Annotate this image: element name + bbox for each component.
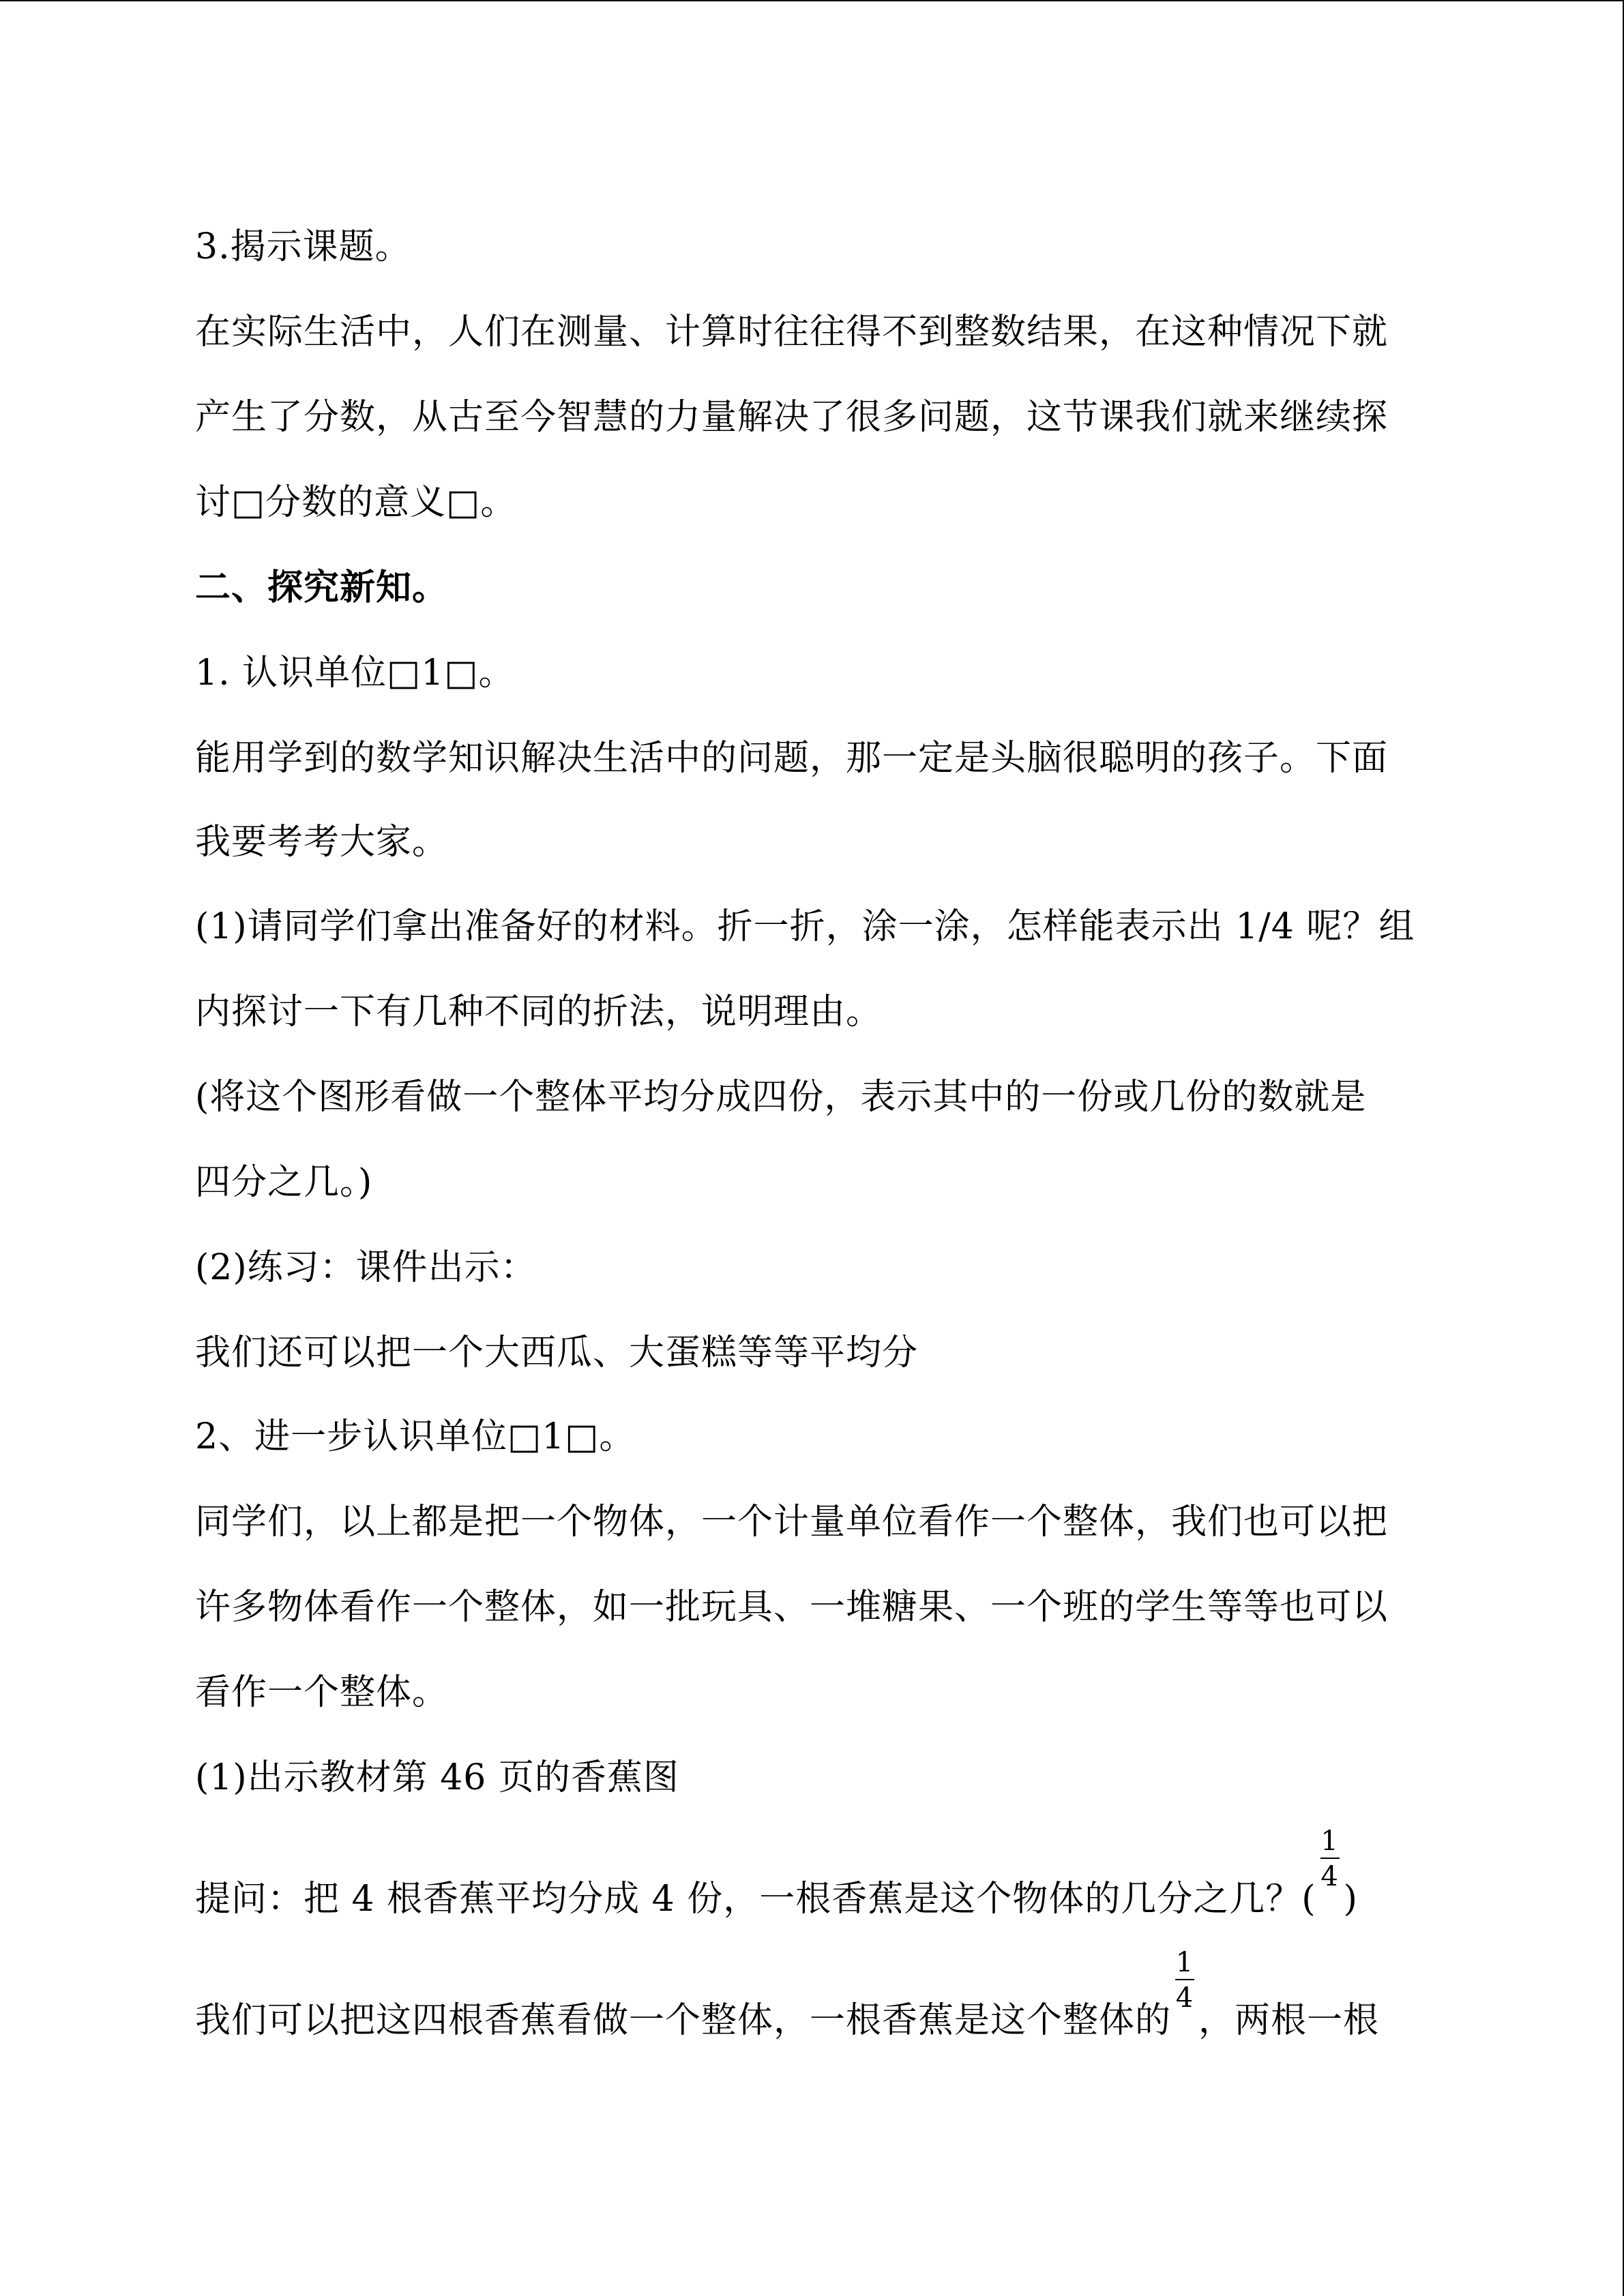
section-heading: 二、探究新知。 (195, 567, 449, 608)
paragraph-line-with-fraction (195, 1947, 1380, 2042)
paragraph-line: (1)请同学们拿出准备好的材料。折一折，涂一涂，怎样能表示出 1/4 呢？组 (195, 906, 1415, 947)
paragraph-line: 我们还可以把一个大西瓜、大蛋糕等等平均分 (195, 1332, 919, 1373)
paragraph-line: (1)出示教材第 46 页的香蕉图 (195, 1757, 679, 1798)
fraction-one-quarter (1316, 1825, 1344, 1911)
paragraph-line: 在实际生活中，人们在测量、计算时往往得不到整数结果，在这种情况下就 (195, 312, 1389, 353)
paragraph-line: (将这个图形看做一个整体平均分成四份，表示其中的一份或几份的数就是 (195, 1077, 1367, 1118)
question-line (195, 1825, 1358, 1921)
paragraph-line: 看作一个整体。 (195, 1672, 449, 1713)
fraction-denominator: 4 (1320, 1861, 1339, 1892)
question-close-paren: ) (1343, 1879, 1358, 1920)
paragraph-line: 四分之几。) (195, 1162, 373, 1203)
sentence-continuation: ，两根一根 (1198, 2000, 1380, 2041)
fraction-denominator: 4 (1175, 1982, 1194, 2014)
paragraph-line: 能用学到的数学知识解决生活中的问题，那一定是头脑很聪明的孩子。下面 (195, 738, 1389, 779)
paragraph-line: 同学们，以上都是把一个物体，一个计量单位看作一个整体，我们也可以把 (195, 1502, 1389, 1542)
paragraph-line: (2)练习：课件出示： (195, 1247, 537, 1288)
paragraph-line: 许多物体看作一个整体，如一批玩具、一堆糖果、一个班的学生等等也可以 (195, 1587, 1389, 1628)
fraction-numerator: 1 (1320, 1825, 1339, 1857)
section-step-heading: 3.揭示课题。 (195, 226, 411, 267)
fraction-bar (1175, 1979, 1194, 1980)
paragraph-line: 我要考考大家。 (195, 822, 449, 863)
fraction-numerator: 1 (1175, 1947, 1194, 1978)
paragraph-line: 讨□分数的意义□。 (195, 482, 517, 523)
subsection-heading: 1. 认识单位□1□。 (195, 653, 515, 694)
paragraph-line: 产生了分数，从古至今智慧的力量解决了很多问题，这节课我们就来继续探 (195, 397, 1389, 438)
question-text: 提问：把 4 根香蕉平均分成 4 份，一根香蕉是这个物体的几分之几？( (195, 1879, 1316, 1920)
sentence-text: 我们可以把这四根香蕉看做一个整体，一根香蕉是这个整体的 (195, 2000, 1172, 2041)
fraction-one-quarter (1171, 1947, 1198, 2032)
subsection-heading: 2、进一步认识单位□1□。 (195, 1416, 636, 1457)
paragraph-line: 内探讨一下有几种不同的折法，说明理由。 (195, 992, 883, 1032)
fraction-bar (1320, 1858, 1340, 1859)
